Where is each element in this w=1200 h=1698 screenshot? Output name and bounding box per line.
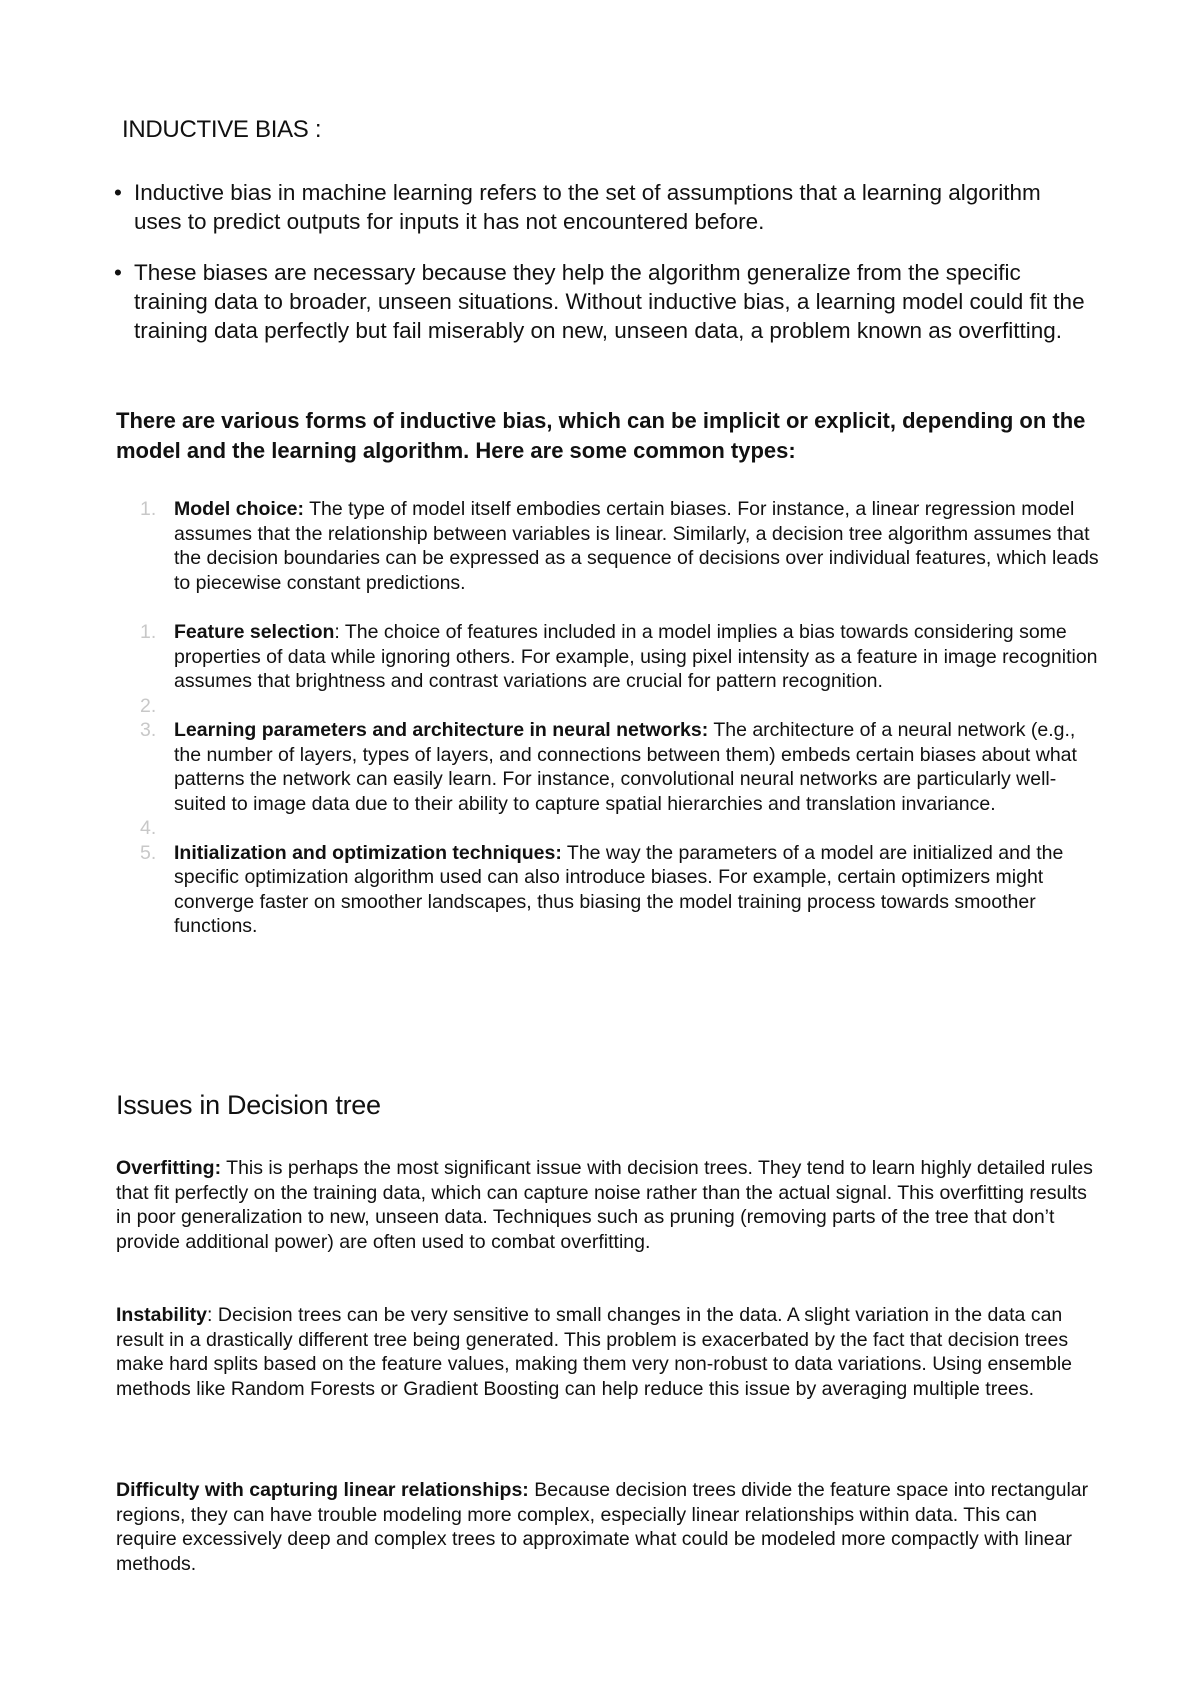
item-term: Initialization and optimization techniques: — [174, 841, 562, 864]
issue-paragraph — [116, 1156, 1096, 1254]
list-item — [140, 841, 1100, 939]
page-title: INDUCTIVE BIAS : — [122, 116, 322, 143]
item-text: The architecture of a neural network (e.g., the number of layers, types of layers, and connections between them) embeds certain biases about what patterns the network can easily learn. For instance, convolutional neural networks are particularly well-suited to image data due to their ability to capture spatial hierarchies and translation invariance. — [174, 719, 1077, 815]
item-text: The way the parameters of a model are initialized and the specific optimization algorithm used can also introduce biases. For example, certain optimizers might converge faster on smoother landscapes, thus biasing the model training process towards smoother functions. — [174, 841, 1064, 937]
issue-text: : Decision trees can be very sensitive to small changes in the data. A slight variation in the data can result in a drastically different tree being generated. This problem is exacerbated by the fact that decision trees make hard splits based on the feature values, making them very non-robust to data variations. Using ensemble methods like Random Forests or Gradient Boosting can help reduce this issue by averaging multiple trees. — [116, 1304, 1073, 1400]
list-number: 2. — [140, 694, 157, 717]
list-item — [140, 497, 1100, 595]
bullet-item — [114, 258, 1094, 345]
bullet-marker: • — [114, 260, 122, 285]
issue-term: Difficulty with capturing linear relationships: — [116, 1479, 529, 1501]
item-term: Learning parameters and architecture in neural networks: — [174, 719, 709, 741]
bullet-marker: • — [114, 180, 122, 205]
list-number: 4. — [140, 817, 157, 839]
item-term: Feature selection — [174, 621, 335, 643]
list-number: 3. — [140, 719, 157, 741]
list-item — [140, 620, 1100, 694]
list-item-empty — [140, 694, 1100, 719]
list-number: 1. — [140, 621, 157, 643]
list-number: 1. — [140, 498, 157, 520]
item-term: Model choice: — [174, 498, 305, 520]
bias-types-list — [140, 497, 1100, 939]
list-number: 5. — [140, 841, 157, 864]
bullet-text: These biases are necessary because they help the algorithm generalize from the specific training data to broader, unseen situations. Without inductive bias, a learning model could fit the training data perfectly but fail miserably on new, unseen data, a problem known as overfitting. — [134, 260, 1085, 343]
issue-text: This is perhaps the most significant issue with decision trees. They tend to learn highly detailed rules that fit perfectly on the training data, which can capture noise rather than the actual signal. This overfitting results in poor generalization to new, unseen data. Techniques such as pruning (removing parts of the tree that don’t provide additional power) are often used to combat overfitting. — [116, 1157, 1093, 1253]
issue-paragraph — [116, 1303, 1096, 1401]
item-text: : The choice of features included in a model implies a bias towards considering some properties of data while ignoring others. For example, using pixel intensity as a feature in image recognition assumes that brightness and contrast variations are crucial for pattern recognition. — [174, 621, 1098, 692]
issue-term: Overfitting: — [116, 1157, 222, 1179]
list-item-empty — [140, 816, 1100, 841]
issue-paragraph — [116, 1478, 1096, 1576]
bullet-list — [114, 178, 1094, 367]
issue-term: Instability — [116, 1304, 208, 1326]
section-heading: Issues in Decision tree — [116, 1090, 381, 1120]
issue-text: Because decision trees divide the feature space into rectangular regions, they can have trouble modeling more complex, especially linear relationships within data. This can require excessively deep and complex trees to approximate what could be modeled more compactly with linear methods. — [116, 1479, 1089, 1575]
item-text: The type of model itself embodies certain biases. For instance, a linear regression model assumes that the relationship between variables is linear. Similarly, a decision tree algorithm assumes that the decision boundaries can be expressed as a sequence of decisions over individual features, which leads to piecewise constant predictions. — [174, 498, 1099, 594]
bullet-item — [114, 178, 1094, 236]
list-item — [140, 718, 1100, 816]
intro-paragraph: There are various forms of inductive bias, which can be implicit or explicit, depending on the model and the learning algorithm. Here are some common types: — [116, 408, 1086, 463]
bullet-text: Inductive bias in machine learning refers to the set of assumptions that a learning algorithm uses to predict outputs for inputs it has not encountered before. — [134, 180, 1041, 234]
